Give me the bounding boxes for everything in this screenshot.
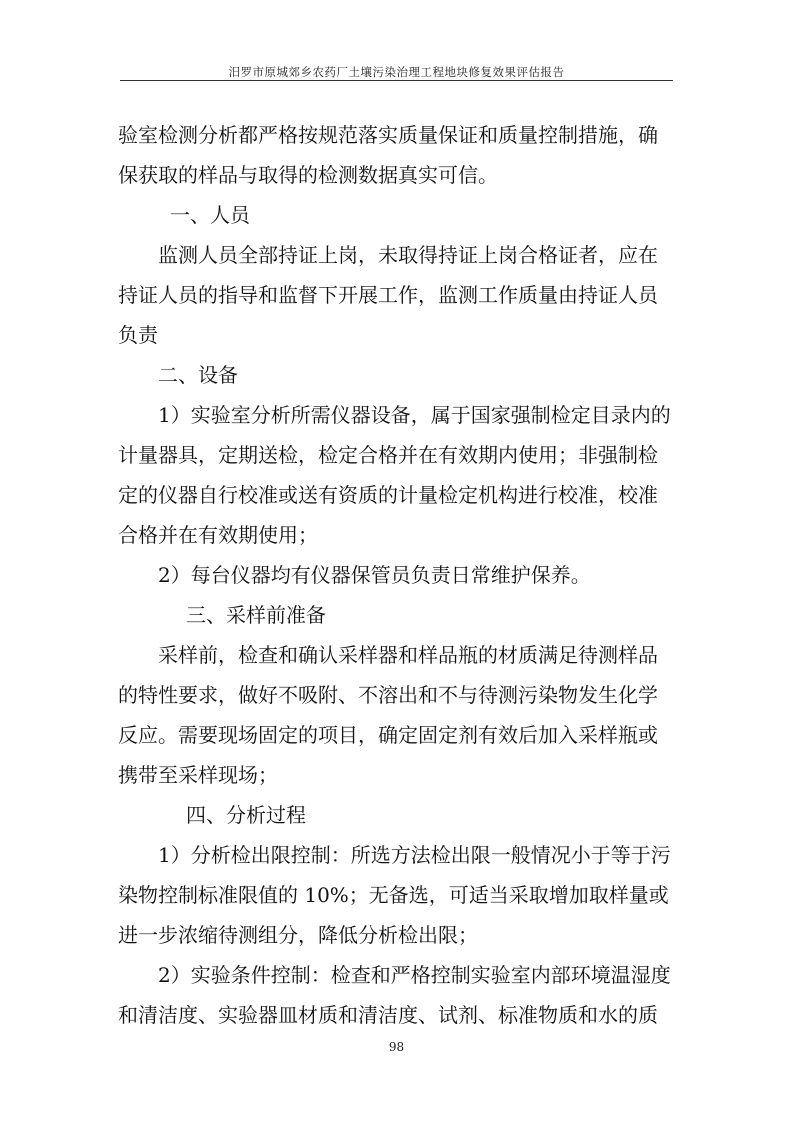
- text-line: 持证人员的指导和监督下开展工作，监测工作质量由持证人员: [118, 283, 658, 307]
- text-line: 反应。需要现场固定的项目，确定固定剂有效后加入采样瓶或: [118, 723, 658, 747]
- section-heading-analysis: 四、分析过程: [186, 803, 306, 827]
- text-line: 进一步浓缩待测组分，降低分析检出限；: [118, 923, 478, 947]
- text-line: 染物控制标准限值的 10%；无备选，可适当采取增加取样量或: [118, 883, 669, 907]
- text-line: 2）每台仪器均有仪器保管员负责日常维护保养。: [158, 563, 591, 587]
- text-line: 携带至采样现场；: [118, 763, 278, 787]
- header-rule: [120, 80, 673, 81]
- text-line: 和清洁度、实验器皿材质和清洁度、试剂、标准物质和水的质: [118, 1003, 658, 1027]
- text-line: 监测人员全部持证上岗，未取得持证上岗合格证者，应在: [158, 243, 658, 267]
- text-line: 合格并在有效期使用；: [118, 523, 318, 547]
- text-line: 1）分析检出限控制：所选方法检出限一般情况小于等于污: [158, 843, 671, 867]
- text-line: 保获取的样品与取得的检测数据真实可信。: [118, 163, 498, 187]
- section-heading-sampling-prep: 三、采样前准备: [186, 603, 326, 627]
- text-line: 的特性要求，做好不吸附、不溶出和不与待测污染物发生化学: [118, 683, 658, 707]
- section-heading-personnel: 一、人员: [170, 203, 250, 227]
- page-number: 98: [388, 1040, 405, 1054]
- text-line: 定的仪器自行校准或送有资质的计量检定机构进行校准，校准: [118, 483, 658, 507]
- text-line: 采样前，检查和确认采样器和样品瓶的材质满足待测样品: [158, 643, 658, 667]
- text-line: 2）实验条件控制：检查和严格控制实验室内部环境温湿度: [158, 963, 671, 987]
- text-line: 验室检测分析都严格按规范落实质量保证和质量控制措施，确: [118, 123, 658, 147]
- section-heading-equipment: 二、设备: [158, 363, 238, 387]
- text-line: 1）实验室分析所需仪器设备，属于国家强制检定目录内的: [158, 403, 671, 427]
- running-header: 汨罗市原城郊乡农药厂土壤污染治理工程地块修复效果评估报告: [228, 65, 565, 79]
- text-line: 计量器具，定期送检，检定合格并在有效期内使用；非强制检: [118, 443, 658, 467]
- text-line: 负责: [118, 323, 158, 347]
